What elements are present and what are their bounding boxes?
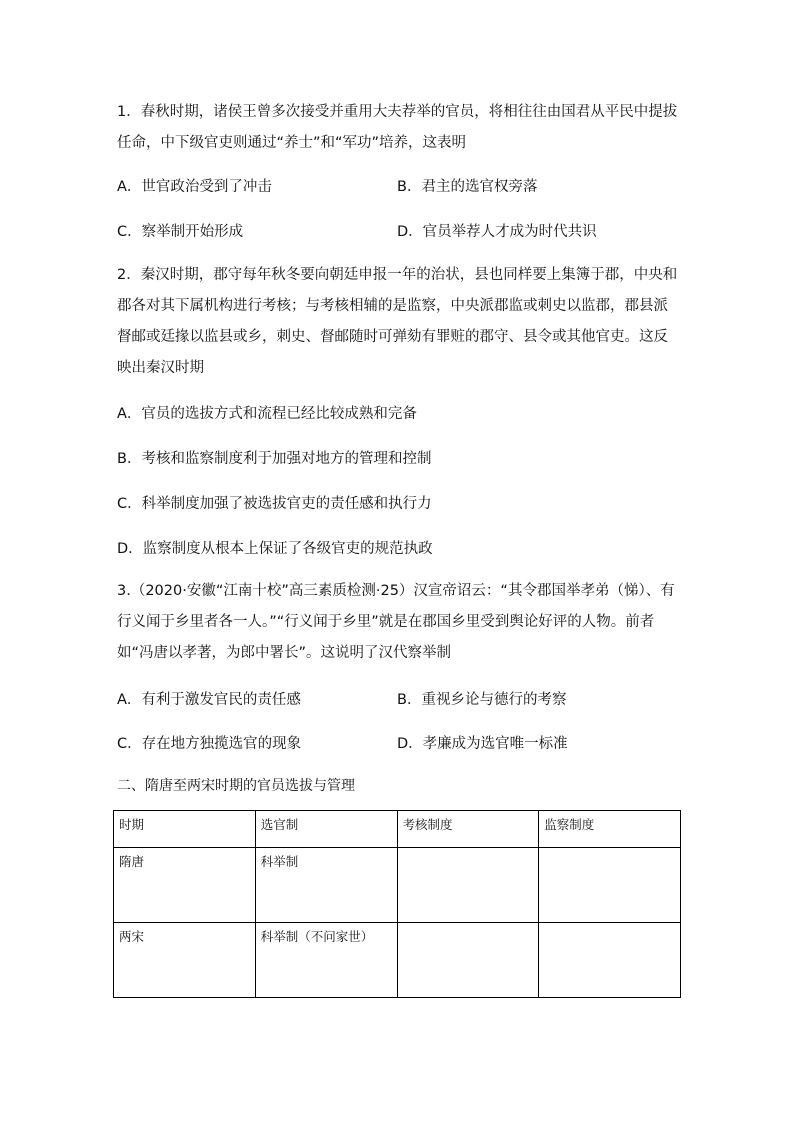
question-3-stem: 3.（2020·安徽“江南十校”高三素质检测·25）汉宣帝诏云：“其令郡国举孝弟（悌）、有行义闻于乡里者各一人。”“行义闻于乡里”就是在郡国乡里受到舆论好评的人物。前者如“冯唐以孝著，为郎中署长”。这说明了汉代察举制 <box>117 583 675 661</box>
table-row <box>114 848 681 923</box>
table-cell <box>539 848 681 923</box>
table-cell: 两宋 <box>114 923 256 998</box>
question-1-option-b: B．君主的选官权旁落 <box>397 179 538 195</box>
question-2-stem: 2．秦汉时期，郡守每年秋冬要向朝廷申报一年的治状，县也同样要上集簿于郡，中央和郡各对其下属机构进行考核；与考核相辅的是监察，中央派郡监或刺史以监郡，郡县派督邮或廷掾以监县或乡，刺史、督邮随时可弹劾有罪赃的郡守、县令或其他官吏。这反映出秦汉时期 <box>117 267 678 376</box>
question-2-option-b: B．考核和监察制度利于加强对地方的管理和控制 <box>117 451 432 467</box>
question-2-option-d: D．监察制度从根本上保证了各级官吏的规范执政 <box>117 541 433 557</box>
table-cell <box>397 923 539 998</box>
question-2-option-a: A．官员的选拔方式和流程已经比较成熟和完备 <box>117 406 417 422</box>
table-header-cell: 时期 <box>114 811 256 848</box>
table-cell <box>539 923 681 998</box>
table-cell: 隋唐 <box>114 848 256 923</box>
table-header-row <box>114 811 681 848</box>
question-1-option-c: C．察举制开始形成 <box>117 224 244 240</box>
table-row <box>114 923 681 998</box>
question-1-option-a: A．世官政治受到了冲击 <box>117 179 272 195</box>
question-2-option-c: C．科举制度加强了被选拔官吏的责任感和执行力 <box>117 496 432 512</box>
table-header-cell: 选官制 <box>255 811 397 848</box>
question-3-option-d: D．孝廉成为选官唯一标准 <box>397 736 568 752</box>
officials-table <box>113 810 681 998</box>
question-3-option-b: B．重视乡论与德行的考察 <box>397 692 567 708</box>
table-cell: 科举制（不问家世） <box>255 923 397 998</box>
table-cell <box>397 848 539 923</box>
section-title: 二、隋唐至两宋时期的官员选拔与管理 <box>117 778 355 794</box>
question-1-option-d: D．官员举荐人才成为时代共识 <box>397 224 597 240</box>
question-1-stem: 1．春秋时期，诸侯王曾多次接受并重用大夫荐举的官员，将相往往由国君从平民中提拔任命，中下级官吏则通过“养士”和“军功”培养，这表明 <box>117 104 678 151</box>
table-header-cell: 监察制度 <box>539 811 681 848</box>
question-3-option-a: A．有利于激发官民的责任感 <box>117 692 301 708</box>
table-cell: 科举制 <box>255 848 397 923</box>
table-header-cell: 考核制度 <box>397 811 539 848</box>
question-3-option-c: C．存在地方独揽选官的现象 <box>117 736 302 752</box>
